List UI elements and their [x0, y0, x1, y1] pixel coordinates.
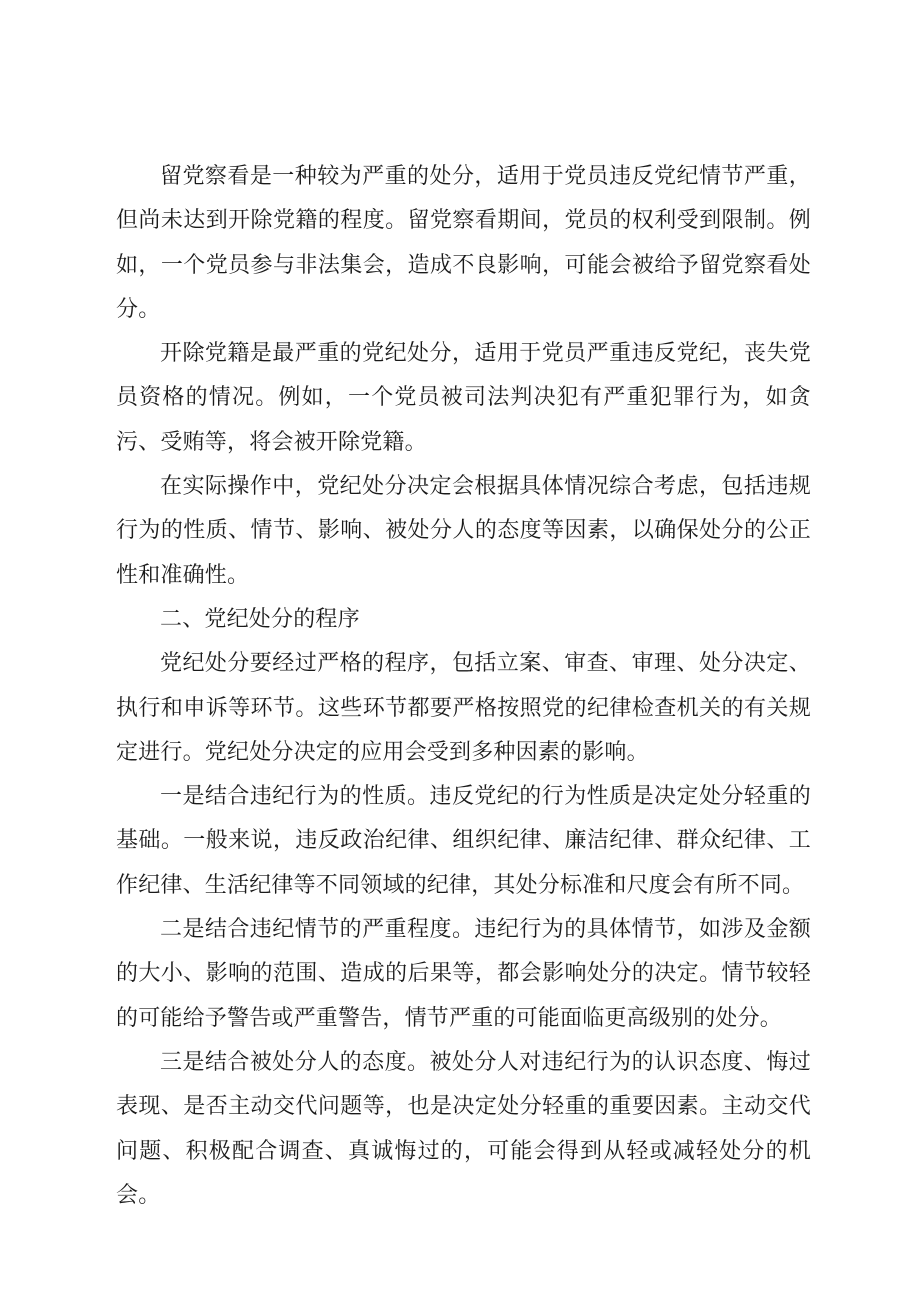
paragraph-practice: 在实际操作中，党纪处分决定会根据具体情况综合考虑，包括违规行为的性质、情节、影响、被处分人的态度等因素，以确保处分的公正性和准确性。 — [116, 474, 811, 588]
document-body — [116, 155, 811, 1218]
paragraph-probation: 留党察看是一种较为严重的处分，适用于党员违反党纪情节严重，但尚未达到开除党籍的程度。留党察看期间，党员的权利受到限制。例如，一个党员参与非法集会，造成不良影响，可能会被给予留党察看处分。 — [116, 164, 811, 322]
paragraph-nature: 一是结合违纪行为的性质。违反党纪的行为性质是决定处分轻重的基础。一般来说，违反政治纪律、组织纪律、廉洁纪律、群众纪律、工作纪律、生活纪律等不同领域的纪律，其处分标准和尺度会有所不同。 — [116, 784, 811, 898]
paragraph-severity: 二是结合违纪情节的严重程度。违纪行为的具体情节，如涉及金额的大小、影响的范围、造成的后果等，都会影响处分的决定。情节较轻的可能给予警告或严重警告，情节严重的可能面临更高级别的处分。 — [116, 917, 811, 1031]
paragraph-attitude: 三是结合被处分人的态度。被处分人对违纪行为的认识态度、悔过表现、是否主动交代问题等，也是决定处分轻重的重要因素。主动交代问题、积极配合调查、真诚悔过的，可能会得到从轻或减轻处分的机会。 — [116, 1049, 811, 1208]
section-heading-procedure: 二、党纪处分的程序 — [160, 606, 360, 632]
paragraph-procedure: 党纪处分要经过严格的程序，包括立案、审查、审理、处分决定、执行和申诉等环节。这些环节都要严格按照党的纪律检查机关的有关规定进行。党纪处分决定的应用会受到多种因素的影响。 — [116, 651, 811, 765]
paragraph-expulsion: 开除党籍是最严重的党纪处分，适用于党员严重违反党纪，丧失党员资格的情况。例如，一个党员被司法判决犯有严重犯罪行为，如贪污、受贿等，将会被开除党籍。 — [116, 341, 811, 455]
